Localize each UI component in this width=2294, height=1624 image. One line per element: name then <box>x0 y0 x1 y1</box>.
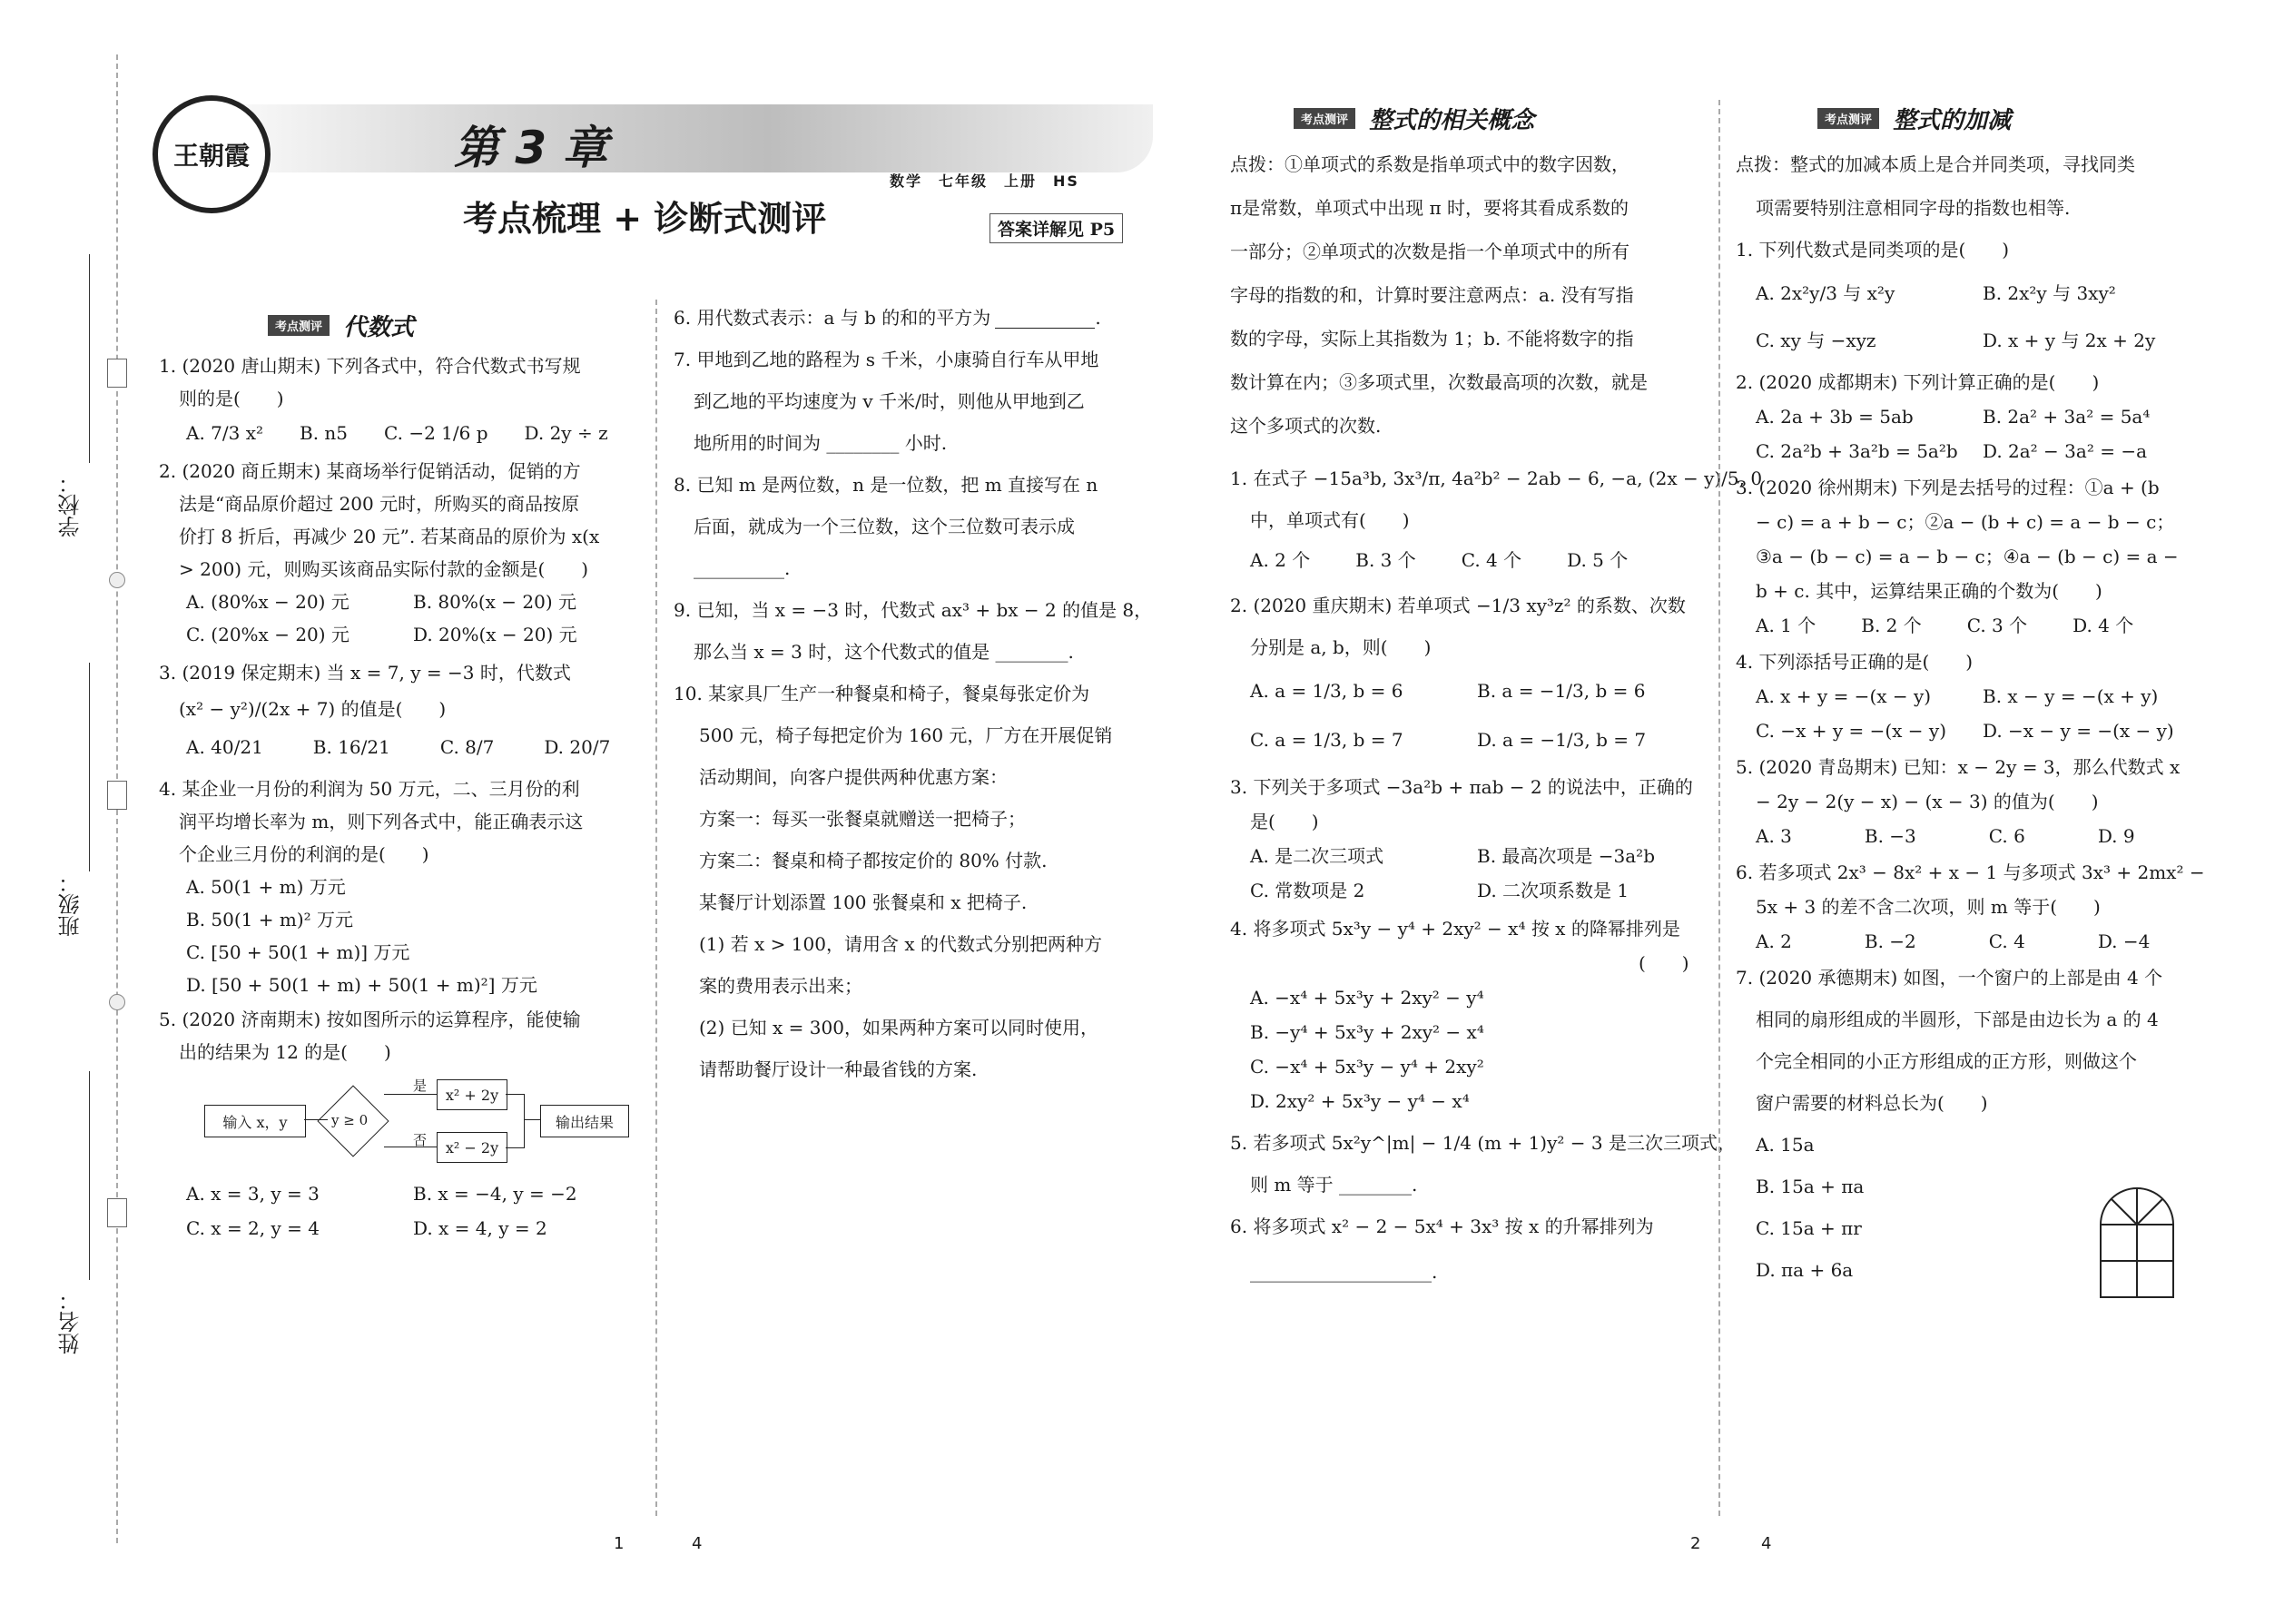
q-line: 价打 8 折后，再减少 20 元”. 若某商品的原价为 x(x <box>179 526 600 547</box>
q-line: 6. 用代数式表示：a 与 b 的和的平方为 <box>674 307 991 329</box>
options-grid <box>186 1183 649 1239</box>
q-line: 案的费用表示出来； <box>699 975 862 997</box>
q-line: 中，单项式有( ) <box>1250 509 1410 531</box>
flow-line-top <box>384 1094 437 1095</box>
q-line: ( ) <box>1639 952 1689 974</box>
right-page-number: 2 <box>1690 1534 1701 1553</box>
option-b[interactable]: B. −3 <box>1864 825 1916 847</box>
q-line: 6. 若多项式 2x³ − 8x² + x − 1 与多项式 3x³ + 2mx² − <box>1736 861 2205 883</box>
q-line: − 2y − 2(y − x) − (x − 3) 的值为( ) <box>1756 791 2099 812</box>
s-question-6 <box>1736 861 2244 952</box>
tip-line: 字母的指数的和，计算时要注意两点：a. 没有写指 <box>1230 284 1634 306</box>
flow-yes: 是 <box>413 1078 428 1094</box>
tip-line: 点拨：整式的加减本质上是合并同类项，寻找同类 <box>1736 153 2135 175</box>
window-figure <box>2099 1185 2175 1303</box>
header-meta: 数学 七年级 上册 HS <box>890 172 1079 190</box>
options-row <box>1756 825 2244 847</box>
option-b[interactable]: B. 80%(x − 20) 元 <box>413 591 577 613</box>
option-a[interactable]: A. 15a <box>1756 1134 1815 1156</box>
option-c[interactable]: C. 15a + πr <box>1756 1217 1862 1239</box>
options-row <box>1756 930 2244 952</box>
s-question-4 <box>1736 651 2244 742</box>
tip-line: 数计算在内；③多项式里，次数最高项的次数，就是 <box>1230 371 1648 393</box>
question-6: 6. 用代数式表示：a 与 b 的和的平方为 . <box>674 307 1101 329</box>
option-b[interactable]: B. 最高次项是 −3a²b <box>1477 845 1655 867</box>
q-line: 9. 已知，当 x = −3 时，代数式 ax³ + bx − 2 的值是 8， <box>674 599 1153 621</box>
q-line: 后面，就成为一个三位数，这个三位数可表示成 <box>694 516 1075 537</box>
flow-bottom-box <box>437 1132 507 1163</box>
flow-no: 否 <box>413 1132 428 1148</box>
option-d[interactable]: D. [50 + 50(1 + m) + 50(1 + m)²] 万元 <box>186 974 537 996</box>
option-b[interactable]: B. 2a² + 3a² = 5a⁴ <box>1983 406 2151 428</box>
q-line: 相同的扇形组成的半圆形，下部是由边长为 a 的 4 <box>1756 1009 2159 1030</box>
seal-mark-3 <box>107 1198 127 1227</box>
option-b[interactable]: B. −y⁴ + 5x³y + 2xy² − x⁴ <box>1250 1021 1484 1043</box>
q-line: 某餐厅计划添置 100 张餐桌和 x 把椅子. <box>699 891 1028 913</box>
q-line: ③a − (b − c) = a − b − c；④a − (b − c) = a − <box>1756 546 2179 567</box>
section-tag: 考点测评 <box>268 315 330 336</box>
option-d[interactable]: D. −x − y = −(x − y) <box>1983 720 2174 742</box>
question-9 <box>674 599 1155 663</box>
answer-reference: 答案详解见 P5 <box>989 213 1123 243</box>
q-line: 个完全相同的小正方形组成的正方形，则做这个 <box>1756 1050 2137 1072</box>
section-title: 整式的相关概念 <box>1369 107 1535 134</box>
q-line: 出的结果为 12 的是( ) <box>179 1041 391 1063</box>
flow-input: 输入 x，y <box>222 1113 288 1131</box>
q-line: 1. 在式子 −15a³b, 3x³/π, 4a²b² − 2ab − 6, −a, (2x − y)/5, 0 <box>1230 468 1763 489</box>
question-5 <box>159 1009 649 1239</box>
r-question-1 <box>1230 468 1763 571</box>
seal-mark-2 <box>107 781 127 810</box>
section-heading-add-sub <box>1817 102 2244 135</box>
option-c[interactable]: C. −x⁴ + 5x³y − y⁴ + 2xy² <box>1250 1056 1484 1078</box>
option-c[interactable]: C. a = 1/3, b = 7 <box>1250 729 1403 751</box>
r-question-4 <box>1230 918 1702 1112</box>
q-line: 方案二：餐桌和椅子都按定价的 80% 付款. <box>699 850 1048 871</box>
tip-line: 这个多项式的次数. <box>1230 415 1382 437</box>
q-line: 到乙地的平均速度为 v 千米/时，则他从甲地到乙 <box>694 390 1085 412</box>
r-question-5 <box>1230 1132 1736 1196</box>
option-c[interactable]: C. 3 个 <box>1966 615 2028 636</box>
option-d[interactable]: D. 2xy² + 5x³y − y⁴ − x⁴ <box>1250 1090 1470 1112</box>
options-grid <box>1250 680 1702 751</box>
q-line: 7. (2020 承德期末) 如图，一个窗户的上部是由 4 个 <box>1736 967 2163 989</box>
option-d[interactable]: D. 2a² − 3a² = −a <box>1983 440 2147 462</box>
logo-badge <box>153 95 271 213</box>
q-line: 3. (2019 保定期末) 当 x = 7, y = −3 时，代数式 <box>159 662 571 684</box>
option-a[interactable]: A. a = 1/3, b = 6 <box>1250 680 1403 702</box>
option-c[interactable]: C. 4 <box>1988 930 2025 952</box>
options-row <box>186 422 649 444</box>
flowchart <box>204 1079 649 1170</box>
option-d[interactable]: D. 20%(x − 20) 元 <box>413 624 577 645</box>
tip-line: 数的字母，实际上其指数为 1；b. 不能将数字的指 <box>1230 328 1634 349</box>
option-a[interactable]: A. 7/3 x² <box>186 422 263 444</box>
option-d[interactable]: D. πa + 6a <box>1756 1259 1854 1281</box>
q-line: 3. (2020 徐州期末) 下列是去括号的过程：①a + (b <box>1736 477 2160 498</box>
question-8 <box>674 474 1155 579</box>
option-d[interactable]: D. x = 4, y = 2 <box>413 1217 547 1239</box>
logo-text: 王朝霞 <box>172 141 250 171</box>
column-divider <box>655 300 657 1516</box>
punch-hole-2 <box>109 994 125 1010</box>
options-grid <box>1250 845 1702 901</box>
q-line: (1) 若 x > 100，请用含 x 的代数式分别把两种方 <box>699 933 1102 955</box>
chapter-title: 第 3 章 <box>454 122 608 174</box>
option-b[interactable]: B. x − y = −(x + y) <box>1983 685 2159 707</box>
option-d[interactable]: D. a = −1/3, b = 7 <box>1477 729 1647 751</box>
q-line: 10. 某家具厂生产一种餐桌和椅子，餐桌每张定价为 <box>674 683 1090 704</box>
option-b[interactable]: B. n5 <box>300 422 349 444</box>
class-blank <box>89 663 90 871</box>
class-label: 班级： <box>58 871 84 937</box>
q-line: 8. 已知 m 是两位数，n 是一位数，把 m 直接写在 n <box>674 474 1098 496</box>
q-line: 5. (2020 济南期末) 按如图所示的运算程序，能使输 <box>159 1009 581 1030</box>
answer-blank[interactable] <box>995 311 1095 329</box>
punch-hole-1 <box>109 572 125 588</box>
question-3 <box>159 662 649 758</box>
flow-output: 输出结果 <box>555 1113 614 1131</box>
option-c[interactable]: C. 4 个 <box>1461 549 1522 571</box>
option-a[interactable]: A. 50(1 + m) 万元 <box>186 876 346 898</box>
option-c[interactable]: C. [50 + 50(1 + m)] 万元 <box>186 941 410 963</box>
s-question-1 <box>1736 239 2244 351</box>
q-line: 方案一：每买一张餐桌就赠送一把椅子； <box>699 808 1026 830</box>
option-c[interactable]: C. −2 1/6 p <box>384 422 488 444</box>
option-a[interactable]: A. 2x²y/3 与 x²y <box>1756 282 1895 304</box>
option-b[interactable]: B. 2x²y 与 3xy² <box>1983 282 2116 304</box>
school-blank <box>89 254 90 463</box>
option-d[interactable]: D. −4 <box>2097 930 2151 952</box>
q-line: 地所用的时间为 ________ 小时. <box>694 432 948 454</box>
q-line: 1. (2020 唐山期末) 下列各式中，符合代数式书写规 <box>159 355 581 377</box>
option-a[interactable]: A. 2 <box>1756 930 1792 952</box>
option-b[interactable]: B. 2 个 <box>1861 615 1922 636</box>
q-line: 分别是 a, b，则( ) <box>1250 636 1432 658</box>
q-line: 则的是( ) <box>179 388 284 409</box>
q-line: 法是“商品原价超过 200 元时，所购买的商品按原 <box>179 493 580 515</box>
binding-margin <box>0 0 127 1624</box>
option-a[interactable]: A. 3 <box>1756 825 1792 847</box>
header-banner <box>136 86 1153 250</box>
r-question-2 <box>1230 595 1702 751</box>
option-c[interactable]: C. 2a²b + 3a²b = 5a²b <box>1756 440 1958 462</box>
q-line: 则 m 等于 ________. <box>1250 1174 1418 1196</box>
q-line: 3. 下列关于多项式 −3a²b + πab − 2 的说法中，正确的 <box>1230 776 1693 798</box>
option-b[interactable]: B. 15a + πa <box>1756 1176 1865 1197</box>
option-b[interactable]: B. 50(1 + m)² 万元 <box>186 909 354 930</box>
q-line: 是( ) <box>1250 811 1319 832</box>
question-7 <box>674 349 1155 454</box>
q-line: 500 元，椅子每把定价为 160 元，厂方在开展促销 <box>699 724 1113 746</box>
q-line: 2. (2020 成都期末) 下列计算正确的是( ) <box>1736 371 2100 393</box>
option-d[interactable]: D. 2y ÷ z <box>524 422 608 444</box>
s-question-7 <box>1736 967 2244 1281</box>
r-question-3 <box>1230 776 1702 901</box>
q-line: 2. (2020 重庆期末) 若单项式 −1/3 xy³z² 的系数、次数 <box>1230 595 1686 616</box>
option-c[interactable]: C. −x + y = −(x − y) <box>1756 720 1946 742</box>
flow-output-box <box>540 1105 629 1137</box>
right-col-1 <box>1230 102 1763 1283</box>
s-question-5 <box>1736 756 2244 847</box>
header-subtitle: 考点梳理 + 诊断式测评 <box>463 199 827 239</box>
school-label: 学校： <box>58 472 84 537</box>
q-line: __________. <box>694 557 791 579</box>
q-line: 个企业三月份的利润的是( ) <box>179 843 429 865</box>
section-title: 代数式 <box>343 314 415 341</box>
q-line: 4. 下列添括号正确的是( ) <box>1736 651 1974 673</box>
q-line: b + c. 其中，运算结果正确的个数为( ) <box>1756 580 2102 602</box>
q-line: > 200) 元，则购买该商品实际付款的金额是( ) <box>179 558 589 580</box>
flow-arrow-out <box>524 1119 540 1120</box>
flow-bottom: x² − 2y <box>445 1138 499 1156</box>
q-line: 4. 将多项式 5x³y − y⁴ + 2xy² − x⁴ 按 x 的降幂排列是 <box>1230 918 1680 940</box>
section-heading-algebraic <box>268 309 649 342</box>
option-a[interactable]: A. 40/21 <box>186 736 263 758</box>
left-col-1 <box>159 309 649 1239</box>
option-c[interactable]: C. 8/7 <box>439 736 495 758</box>
section-tag: 考点测评 <box>1294 108 1355 129</box>
q-line: 那么当 x = 3 时，这个代数式的值是 ________. <box>694 641 1074 663</box>
q-line: 6. 将多项式 x² − 2 − 5x⁴ + 3x³ 按 x 的升幂排列为 <box>1230 1216 1654 1237</box>
section-tag: 考点测评 <box>1817 108 1879 129</box>
q-line: (x² − y²)/(2x + 7) 的值是( ) <box>179 698 447 720</box>
q-line: 2. (2020 商丘期末) 某商场举行促销活动，促销的方 <box>159 460 581 482</box>
option-b[interactable]: B. 16/21 <box>312 736 390 758</box>
option-b[interactable]: B. 3 个 <box>1355 549 1416 571</box>
column-divider-right <box>1718 100 1720 1516</box>
option-b[interactable]: B. x = −4, y = −2 <box>413 1183 577 1205</box>
right-col-2 <box>1736 102 2244 1281</box>
name-label: 姓名： <box>58 1289 84 1354</box>
option-d[interactable]: D. 9 <box>2097 825 2135 847</box>
tip-line: 一部分；②单项式的次数是指一个单项式中的所有 <box>1230 241 1629 262</box>
q-line: 5. (2020 青岛期末) 已知：x − 2y = 3，那么代数式 x <box>1736 756 2181 778</box>
option-b[interactable]: B. a = −1/3, b = 6 <box>1477 680 1646 702</box>
tip-line: 点拨：①单项式的系数是指单项式中的数字因数， <box>1230 153 1629 175</box>
options-row <box>1250 549 1702 571</box>
left-page-number-2: 4 <box>692 1534 703 1553</box>
section-heading-concepts <box>1294 102 1702 135</box>
question-10 <box>674 683 1155 1080</box>
name-blank <box>89 1071 90 1280</box>
option-c[interactable]: C. xy 与 −xyz <box>1756 330 1876 351</box>
option-a[interactable]: A. 2a + 3b = 5ab <box>1756 406 1914 428</box>
options-grid <box>186 591 649 645</box>
flow-input-box <box>204 1105 306 1137</box>
option-a[interactable]: A. x + y = −(x − y) <box>1756 685 1932 707</box>
option-d[interactable]: D. 5 个 <box>1567 549 1629 571</box>
tip-line: π是常数，单项式中出现 π 时，要将其看成系数的 <box>1230 197 1629 219</box>
question-4 <box>159 778 649 996</box>
option-d[interactable]: D. 二次项系数是 1 <box>1477 880 1629 901</box>
option-b[interactable]: B. −2 <box>1864 930 1916 952</box>
option-a[interactable]: A. 是二次三项式 <box>1250 845 1384 867</box>
option-c[interactable]: C. (20%x − 20) 元 <box>186 624 350 645</box>
option-a[interactable]: A. 2 个 <box>1250 549 1311 571</box>
q-line: − c) = a + b − c；②a − (b + c) = a − b − c； <box>1756 511 2175 533</box>
option-a[interactable]: A. −x⁴ + 5x³y + 2xy² − y⁴ <box>1250 987 1484 1009</box>
question-1 <box>159 355 649 444</box>
q-line: 润平均增长率为 m，则下列各式中，能正确表示这 <box>179 811 584 832</box>
left-col-2 <box>674 307 1155 1080</box>
question-2 <box>159 460 649 645</box>
tip-box-concepts <box>1230 153 1702 437</box>
left-page-number: 1 <box>614 1534 625 1553</box>
option-d[interactable]: D. x + y 与 2x + 2y <box>1983 330 2156 351</box>
seal-mark-1 <box>107 359 127 388</box>
q-line: 1. 下列代数式是同类项的是( ) <box>1736 239 2010 261</box>
flow-merge-line <box>506 1094 525 1148</box>
right-page-number-2: 4 <box>1761 1534 1772 1553</box>
q-line: 4. 某企业一月份的利润为 50 万元，二、三月份的利 <box>159 778 580 800</box>
q-line: 请帮助餐厅设计一种最省钱的方案. <box>699 1058 978 1080</box>
options-grid <box>1756 282 2244 351</box>
option-a[interactable]: A. x = 3, y = 3 <box>186 1183 320 1205</box>
option-c[interactable]: C. 常数项是 2 <box>1250 880 1365 901</box>
options-grid <box>1756 406 2244 462</box>
flow-condition: y ≥ 0 <box>331 1112 369 1128</box>
s-question-2 <box>1736 371 2244 462</box>
q-line: 5x + 3 的差不含二次项，则 m 等于( ) <box>1756 896 2101 918</box>
q-line: 活动期间，向客户提供两种优惠方案： <box>699 766 1008 788</box>
tip-box-add-sub <box>1736 153 2244 219</box>
q-line: 7. 甲地到乙地的路程为 s 千米，小康骑自行车从甲地 <box>674 349 1099 370</box>
r-question-6 <box>1230 1216 1702 1283</box>
options-row <box>1756 615 2244 636</box>
options-grid <box>1756 685 2244 742</box>
option-a[interactable]: A. (80%x − 20) 元 <box>186 591 350 613</box>
banner-ribbon <box>191 104 1153 172</box>
q-line: 窗户需要的材料总长为( ) <box>1756 1092 1988 1114</box>
tip-line: 项需要特别注意相同字母的指数也相等. <box>1756 197 2071 219</box>
q-line: 5. 若多项式 5x²y^|m| − 1/4 (m + 1)y² − 3 是三次三项式， <box>1230 1132 1736 1154</box>
s-question-3 <box>1736 477 2244 636</box>
option-a[interactable]: A. 1 个 <box>1756 615 1816 636</box>
q-line: ____________________. <box>1250 1261 1438 1283</box>
flow-top: x² + 2y <box>445 1086 499 1104</box>
option-d[interactable]: D. 20/7 <box>544 736 611 758</box>
options-row <box>186 736 649 758</box>
section-title: 整式的加减 <box>1893 107 2012 134</box>
option-c[interactable]: C. x = 2, y = 4 <box>186 1217 320 1239</box>
q-line: (2) 已知 x = 300，如果两种方案可以同时使用， <box>699 1017 1098 1038</box>
option-c[interactable]: C. 6 <box>1988 825 2025 847</box>
option-d[interactable]: D. 4 个 <box>2072 615 2134 636</box>
flow-top-box <box>437 1079 507 1110</box>
